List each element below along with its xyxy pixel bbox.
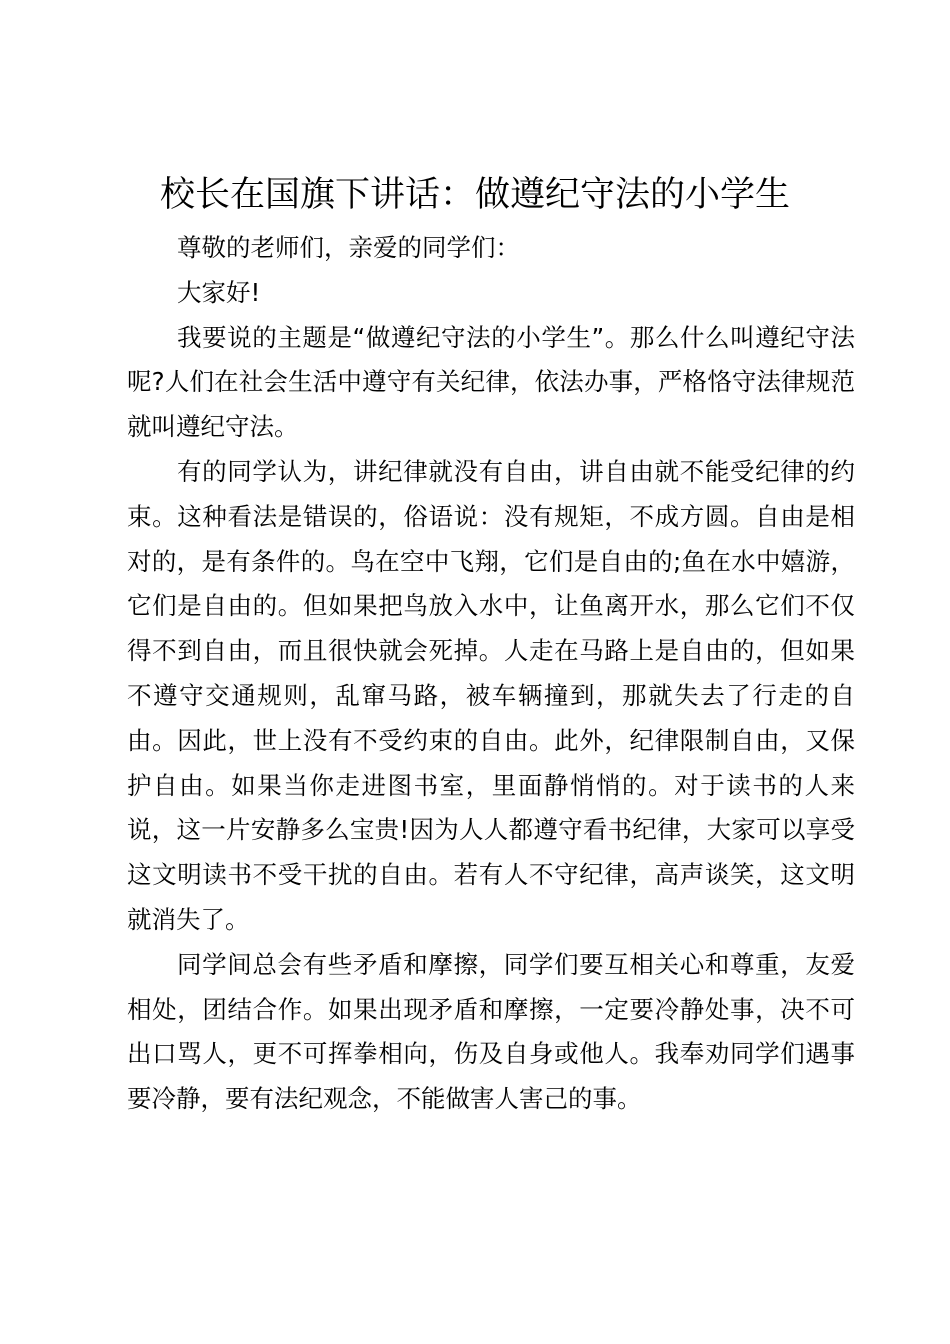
body-paragraph: 我要说的主题是“做遵纪守法的小学生”。那么什么叫遵纪守法呢?人们在社会生活中遵守有关纪律，依法办事，严格恪守法律规范就叫遵纪守法。	[127, 322, 855, 442]
salutation-paragraph: 尊敬的老师们，亲爱的同学们：	[177, 233, 520, 262]
body-paragraph: 有的同学认为，讲纪律就没有自由，讲自由就不能受纪律的约束。这种看法是错误的，俗语说：没有规矩，不成方圆。自由是相对的，是有条件的。鸟在空中飞翔，它们是自由的;鱼在水中嬉游，它们是自由的。但如果把鸟放入水中，让鱼离开水，那么它们不仅得不到自由，而且很快就会死掉。人走在马路上是自由的，但如果不遵守交通规则，乱窜马路，被车辆撞到，那就失去了行走的自由。因此，世上没有不受约束的自由。此外，纪律限制自由，又保护自由。如果当你走进图书室，里面静悄悄的。对于读书的人来说，这一片安静多么宝贵!因为人人都遵守看书纪律，大家可以享受这文明读书不受干扰的自由。若有人不守纪律，高声谈笑，这文明就消失了。	[127, 456, 855, 934]
greeting-paragraph: 大家好!	[177, 277, 261, 307]
document-body	[127, 226, 855, 1122]
body-paragraph: 同学间总会有些矛盾和摩擦，同学们要互相关心和尊重，友爱相处，团结合作。如果出现矛盾和摩擦，一定要冷静处事，决不可出口骂人，更不可挥拳相向，伤及自身或他人。我奉劝同学们遇事要冷静，要有法纪观念，不能做害人害己的事。	[127, 949, 855, 1114]
document-title: 校长在国旗下讲话：做遵纪守法的小学生	[159, 175, 790, 215]
